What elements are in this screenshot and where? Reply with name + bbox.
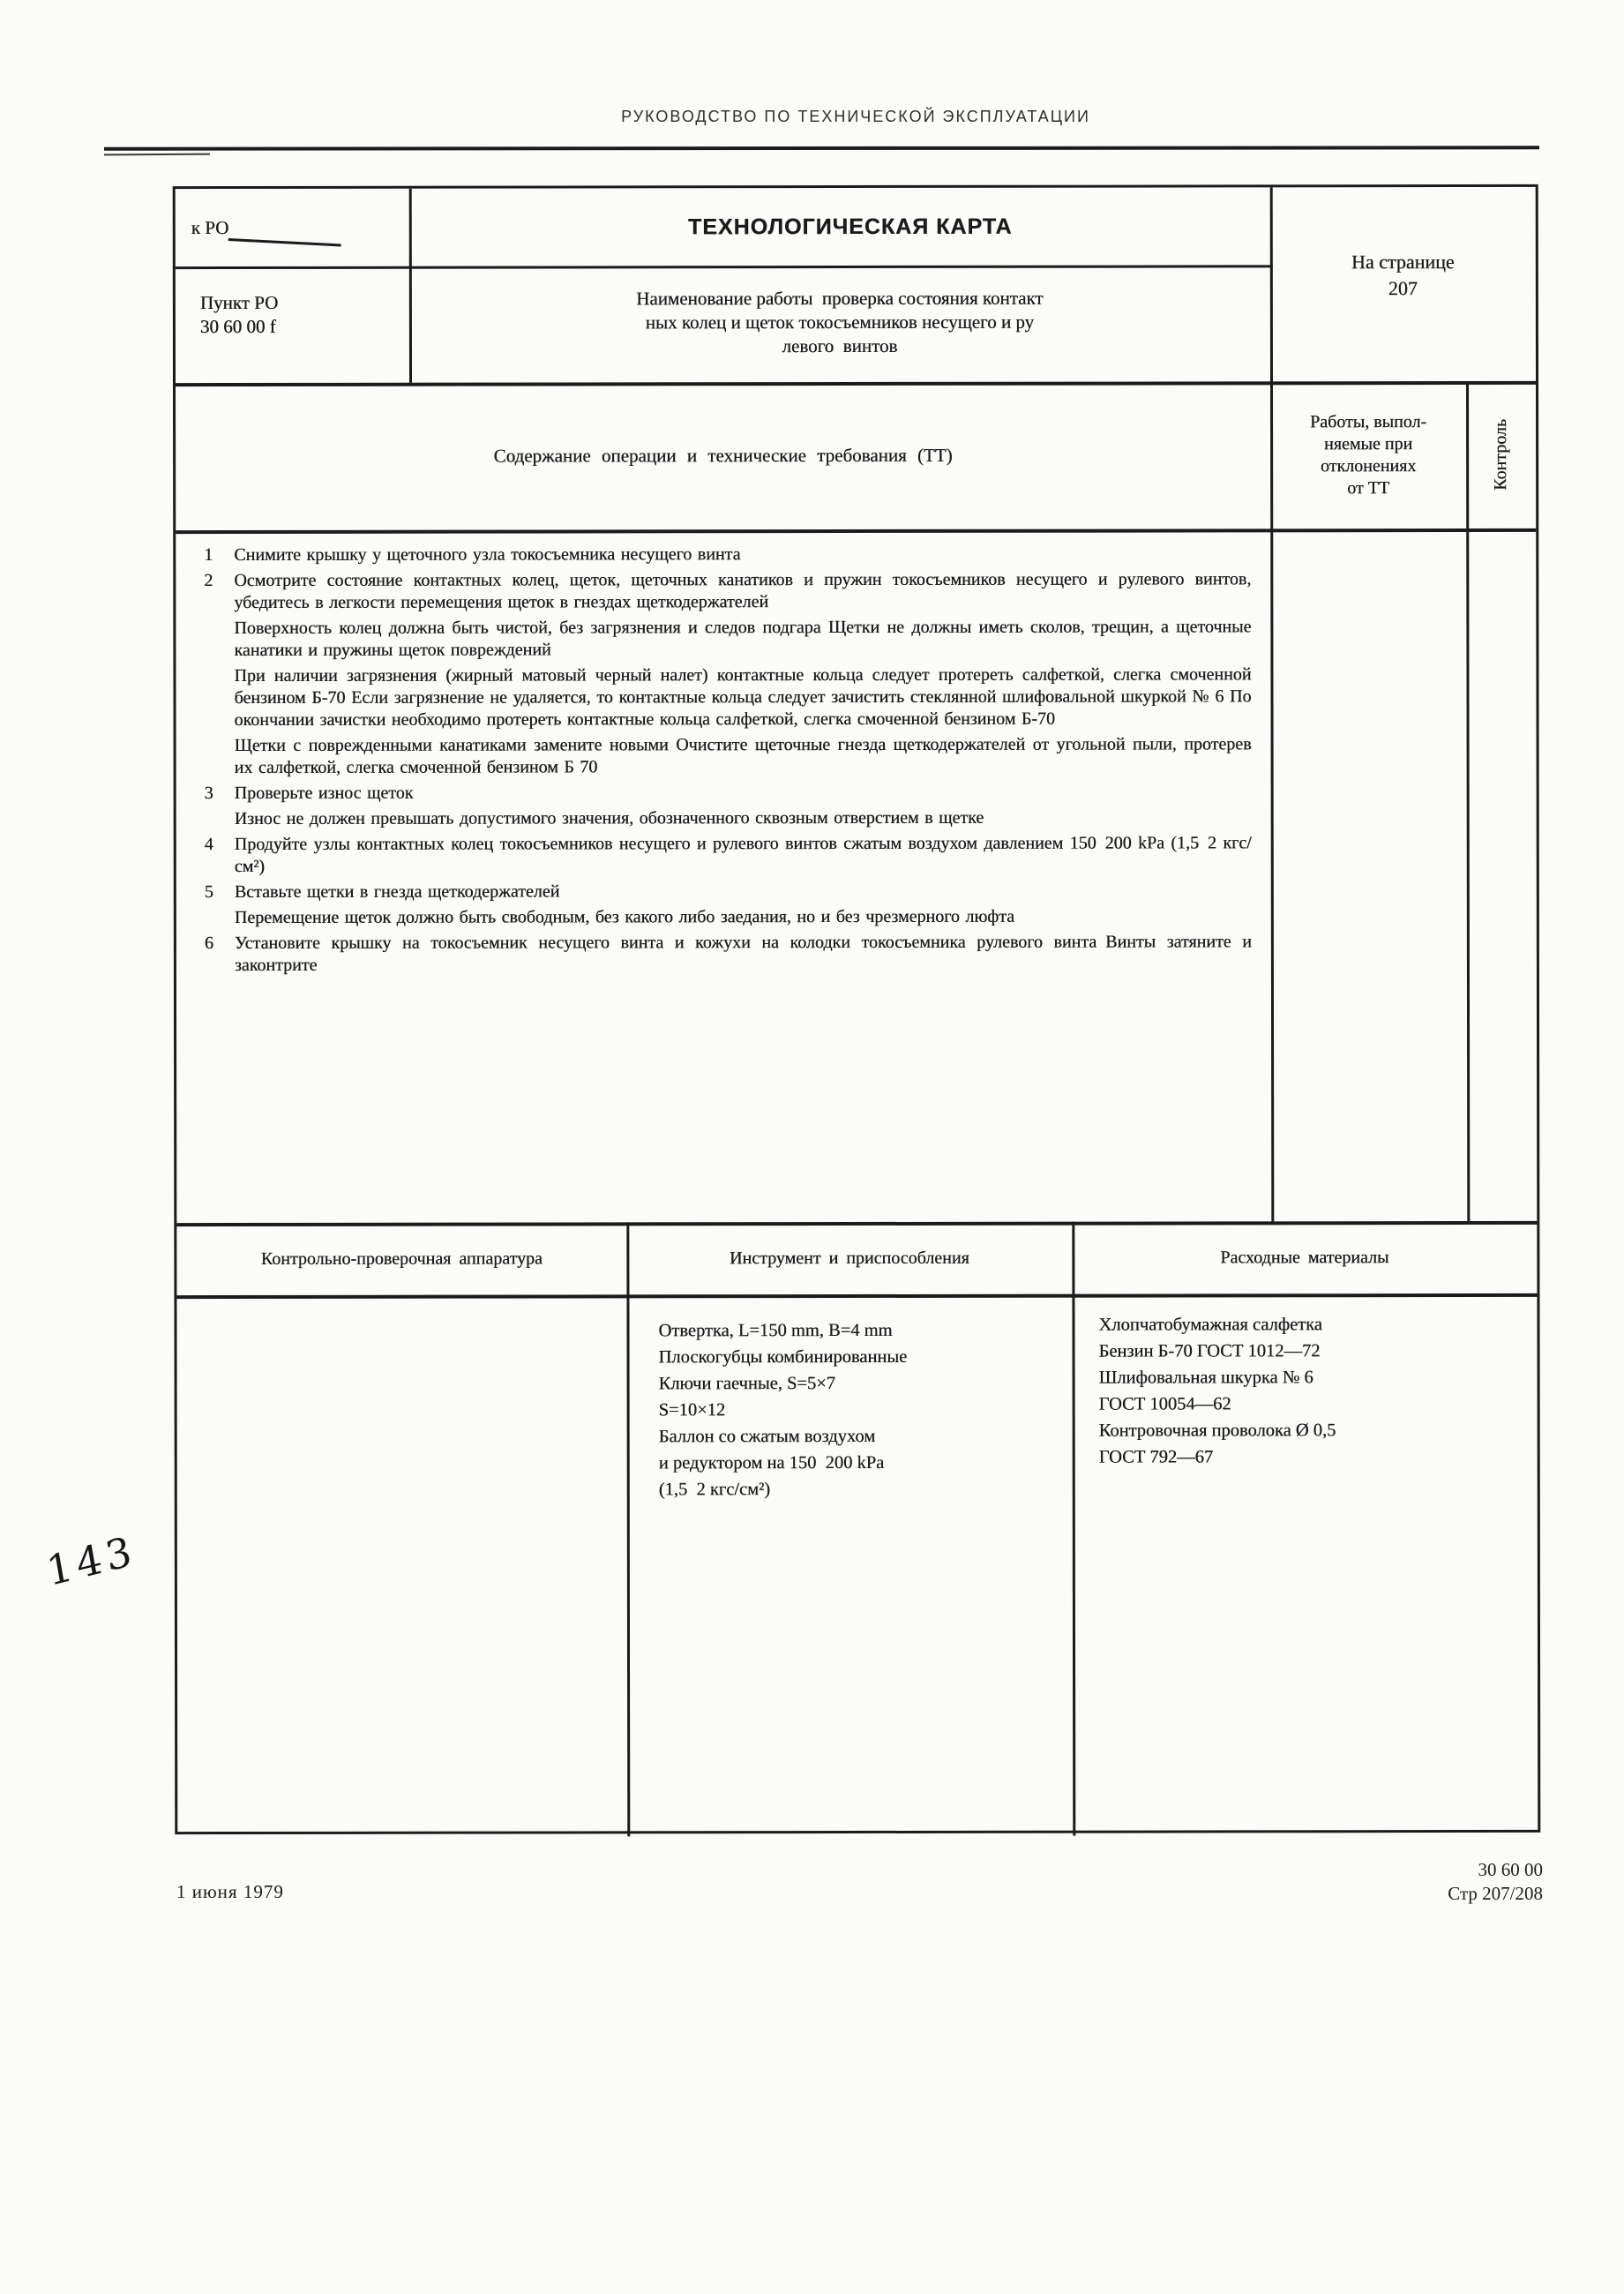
header-rule-fragment [104, 154, 210, 156]
footer-task-code: 30 60 00 [1478, 1859, 1543, 1880]
item-paragraph: Проверьте износ щеток [234, 783, 414, 803]
item-number: 2 [204, 571, 213, 591]
tech-card-table [173, 184, 1541, 1834]
ro-reference-label: к РО [191, 216, 229, 238]
item-paragraph: Установите крышку на токосъемник несущего винта и кожухи на колодки токосъемника рулевого винта Винты затяните и законтрите [234, 932, 1252, 975]
header-rule [104, 146, 1539, 150]
procedure-item [203, 931, 1252, 977]
item-paragraph: Щетки с поврежденными канатиками замените новыми Очистите щеточные гнезда щеткодержателей от угольной пыли, протерев их салфеткой, слегка смоченной бензином Б 70 [234, 734, 1252, 777]
deviation-column-header: Работы, выпол- няемые при отклонениях от ТТ [1310, 411, 1427, 498]
control-column-label: Контроль [1491, 419, 1511, 491]
item-paragraph: Осмотрите состояние контактных колец, щеток, щеточных канатиков и пружин токосъемников несущего и рулевого винтов, убедитесь в легкости перемещения щеток в гнездах щеткодержателей [234, 569, 1252, 612]
materials-cell: Хлопчатобумажная салфетка Бензин Б-70 ГОСТ 1012—72 Шлифовальная шкурка № 6 ГОСТ 10054—62 Контровочная проволока Ø 0,5 ГОСТ 792—67 [1098, 1315, 1336, 1467]
item-number: 4 [204, 835, 213, 855]
item-number: 6 [204, 933, 213, 954]
ro-item-cell: Пункт РО 30 60 00 f [199, 291, 279, 338]
page-reference-cell: На странице 207 [1351, 251, 1455, 300]
ro-reference-cell [176, 189, 409, 266]
item-number: 5 [204, 882, 213, 903]
procedure-list [176, 529, 1271, 1223]
item-paragraph: Износ не должен превышать допустимого значения, обозначенного сквозным отверстием в щетке [234, 807, 984, 828]
procedure-item [202, 568, 1251, 779]
operations-column-header: Содержание операции и технические требования (ТТ) [493, 444, 953, 467]
ro-reference-blank-line [228, 238, 341, 247]
item-paragraph: При наличии загрязнения (жирный матовый черный налет) контактные кольца следует протереть салфеткой, слегка смоченной бензином Б-70 Если загрязнение не удаляется, то контактные кольца следует зачистить стеклянной шлифовальной шкуркой № 6 По окончании зачистки необходимо протереть контактные кольца салфеткой, слегка смоченной бензином Б-70 [234, 664, 1252, 730]
procedure-item [203, 781, 1252, 830]
footer-date: 1 июня 1979 [176, 1881, 284, 1902]
materials-header: Расходные материалы [1220, 1247, 1389, 1267]
footer-page-number: Стр 207/208 [1448, 1883, 1543, 1904]
inspection-equipment-cell [176, 1294, 627, 1832]
inspection-equipment-header: Контрольно-проверочная аппаратура [260, 1248, 543, 1269]
procedure-item [203, 832, 1252, 878]
manual-title: РУКОВОДСТВО ПО ТЕХНИЧЕСКОЙ ЭКСПЛУАТАЦИИ [621, 108, 1090, 125]
item-number: 1 [204, 545, 213, 566]
work-name-cell: Наименование работы проверка состояния контакт ных колец и щеток токосъемников несущего и ру левого винтов [636, 287, 1044, 357]
item-number: 3 [204, 783, 213, 804]
tools-header: Инструмент и приспособления [730, 1248, 969, 1268]
procedure-item [202, 543, 1251, 566]
item-paragraph: Снимите крышку у щеточного узла токосъемника несущего винта [234, 544, 741, 565]
card-title: ТЕХНОЛОГИЧЕСКАЯ КАРТА [687, 214, 1013, 239]
procedure-item [203, 880, 1252, 929]
tools-cell: Отвертка, L=150 mm, B=4 mm Плоскогубцы комбинированные Ключи гаечные, S=5×7 S=10×12 Баллон со сжатым воздухом и редуктором на 150 200 kPa (1,5 2 кгс/см²) [658, 1320, 908, 1500]
item-paragraph: Продуйте узлы контактных колец токосъемников несущего и рулевого винтов сжатым воздухом давлением 150 200 kPa (1,5 2 кгс/см²) [234, 833, 1252, 876]
footer-reference [1448, 1858, 1543, 1906]
item-paragraph: Перемещение щеток должно быть свободным, без какого либо заедания, но и без чрезмерного люфта [234, 906, 1015, 927]
item-paragraph: Вставьте щетки в гнезда щеткодержателей [234, 881, 560, 902]
item-paragraph: Поверхность колец должна быть чистой, без загрязнения и следов подгара Щетки не должны иметь сколов, трещин, а щеточные канатики и пружины щеток повреждений [234, 617, 1252, 660]
handwritten-page-number: 143 [42, 1526, 139, 1596]
control-column-header [1466, 381, 1536, 529]
